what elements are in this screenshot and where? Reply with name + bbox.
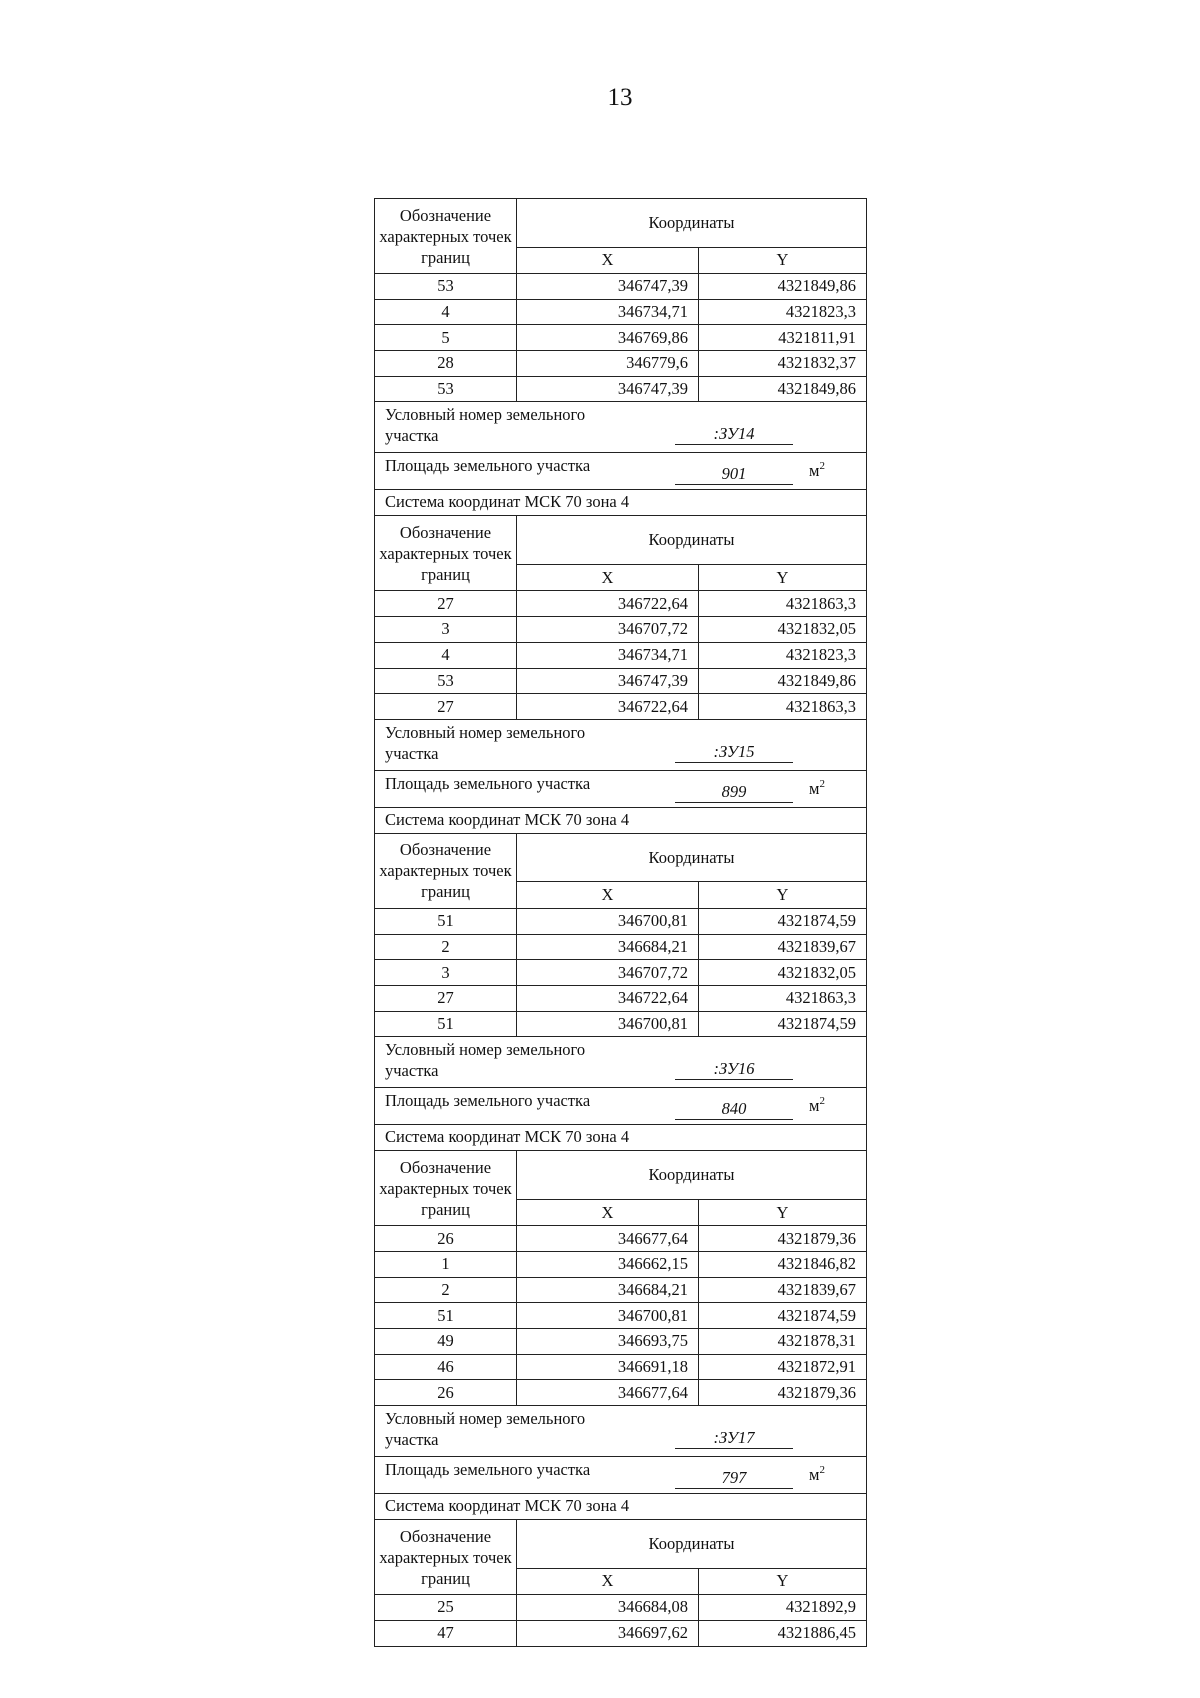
x-coordinate-cell: 346700,81 — [517, 1011, 699, 1037]
table-row — [375, 591, 867, 617]
conditional-number-label: Условный номер земельного участка — [385, 1040, 586, 1081]
area-unit — [809, 774, 825, 799]
area-value: 901 — [675, 464, 793, 485]
y-coordinate-cell: 4321849,86 — [699, 274, 867, 300]
area-value: 899 — [675, 782, 793, 803]
header-row — [375, 833, 867, 882]
x-coordinate-cell: 346691,18 — [517, 1354, 699, 1380]
coordinates-header: Координаты — [517, 516, 867, 565]
y-coordinate-cell: 4321863,3 — [699, 985, 867, 1011]
y-coordinate-cell: 4321879,36 — [699, 1380, 867, 1406]
area-unit-base: м — [809, 778, 820, 798]
table-row — [375, 668, 867, 694]
table-row — [375, 694, 867, 720]
x-coordinate-cell: 346693,75 — [517, 1329, 699, 1355]
table-row — [375, 376, 867, 402]
area-unit-base: м — [809, 1096, 820, 1116]
y-coordinate-cell: 4321874,59 — [699, 1011, 867, 1037]
point-designation-header: Обозначение характерных точек границ — [375, 833, 517, 908]
y-coordinate-cell: 4321886,45 — [699, 1620, 867, 1646]
point-designation-header: Обозначение характерных точек границ — [375, 1520, 517, 1595]
area-row — [375, 770, 867, 807]
coordinates-header: Координаты — [517, 833, 867, 882]
point-number-cell: 2 — [375, 934, 517, 960]
x-coordinate-cell: 346747,39 — [517, 274, 699, 300]
area-unit-exponent: 2 — [819, 460, 825, 473]
area-row — [375, 1457, 867, 1494]
coordinates-header: Координаты — [517, 1520, 867, 1569]
x-coordinate-cell: 346769,86 — [517, 325, 699, 351]
coordinates-header: Координаты — [517, 1151, 867, 1200]
table-row — [375, 985, 867, 1011]
area-unit-exponent: 2 — [819, 777, 825, 790]
y-coordinate-cell: 4321879,36 — [699, 1226, 867, 1252]
y-header: Y — [699, 1199, 867, 1225]
x-coordinate-cell: 346684,21 — [517, 934, 699, 960]
x-coordinate-cell: 346722,64 — [517, 694, 699, 720]
x-coordinate-cell: 346700,81 — [517, 908, 699, 934]
table-row — [375, 1354, 867, 1380]
area-value: 840 — [675, 1099, 793, 1120]
coordinate-system-row — [375, 1494, 867, 1520]
coordinate-system-row — [375, 490, 867, 516]
y-header: Y — [699, 247, 867, 273]
table-row — [375, 1303, 867, 1329]
y-coordinate-cell: 4321832,05 — [699, 617, 867, 643]
x-coordinate-cell: 346697,62 — [517, 1620, 699, 1646]
area-unit — [809, 456, 825, 481]
coordinates-header: Координаты — [517, 199, 867, 248]
point-number-cell: 51 — [375, 1011, 517, 1037]
table-row — [375, 325, 867, 351]
conditional-number-value: :ЗУ14 — [675, 424, 793, 445]
table-row — [375, 1595, 867, 1621]
table-row — [375, 1226, 867, 1252]
point-number-cell: 27 — [375, 694, 517, 720]
x-coordinate-cell: 346677,64 — [517, 1380, 699, 1406]
x-coordinate-cell: 346684,21 — [517, 1277, 699, 1303]
conditional-number-label: Условный номер земельного участка — [385, 1409, 586, 1450]
area-row — [375, 453, 867, 490]
header-row — [375, 1520, 867, 1569]
coordinate-system-label: Система координат МСК 70 зона 4 — [375, 1125, 867, 1151]
table-row — [375, 908, 867, 934]
conditional-number-value: :ЗУ16 — [675, 1059, 793, 1080]
x-header: X — [517, 247, 699, 273]
area-unit-base: м — [809, 1465, 820, 1485]
y-coordinate-cell: 4321863,3 — [699, 694, 867, 720]
point-number-cell: 4 — [375, 642, 517, 668]
x-coordinate-cell: 346722,64 — [517, 591, 699, 617]
point-number-cell: 47 — [375, 1620, 517, 1646]
x-coordinate-cell: 346779,6 — [517, 351, 699, 377]
table-row — [375, 617, 867, 643]
point-number-cell: 51 — [375, 908, 517, 934]
y-coordinate-cell: 4321839,67 — [699, 934, 867, 960]
x-header: X — [517, 882, 699, 908]
y-coordinate-cell: 4321874,59 — [699, 908, 867, 934]
conditional-number-row — [375, 402, 867, 453]
y-header: Y — [699, 882, 867, 908]
table-row — [375, 299, 867, 325]
area-unit-exponent: 2 — [819, 1464, 825, 1477]
header-row — [375, 199, 867, 248]
y-coordinate-cell: 4321823,3 — [699, 299, 867, 325]
conditional-number-row — [375, 1406, 867, 1457]
x-coordinate-cell: 346677,64 — [517, 1226, 699, 1252]
y-coordinate-cell: 4321878,31 — [699, 1329, 867, 1355]
y-coordinate-cell: 4321892,9 — [699, 1595, 867, 1621]
coordinates-table — [374, 198, 866, 1647]
area-unit-base: м — [809, 461, 820, 481]
y-coordinate-cell: 4321872,91 — [699, 1354, 867, 1380]
y-coordinate-cell: 4321823,3 — [699, 642, 867, 668]
x-coordinate-cell: 346662,15 — [517, 1252, 699, 1278]
point-number-cell: 25 — [375, 1595, 517, 1621]
x-coordinate-cell: 346747,39 — [517, 376, 699, 402]
area-unit — [809, 1091, 825, 1116]
table-row — [375, 1277, 867, 1303]
point-number-cell: 27 — [375, 985, 517, 1011]
x-coordinate-cell: 346747,39 — [517, 668, 699, 694]
point-number-cell: 3 — [375, 960, 517, 986]
point-number-cell: 53 — [375, 668, 517, 694]
point-number-cell: 26 — [375, 1226, 517, 1252]
x-coordinate-cell: 346707,72 — [517, 617, 699, 643]
point-number-cell: 27 — [375, 591, 517, 617]
x-coordinate-cell: 346734,71 — [517, 642, 699, 668]
table-row — [375, 960, 867, 986]
x-header: X — [517, 1199, 699, 1225]
y-coordinate-cell: 4321863,3 — [699, 591, 867, 617]
coordinate-system-label: Система координат МСК 70 зона 4 — [375, 1494, 867, 1520]
x-coordinate-cell: 346684,08 — [517, 1595, 699, 1621]
y-header: Y — [699, 565, 867, 591]
y-coordinate-cell: 4321832,05 — [699, 960, 867, 986]
area-label: Площадь земельного участка — [385, 773, 591, 793]
x-header: X — [517, 1568, 699, 1594]
table-row — [375, 1380, 867, 1406]
area-unit-exponent: 2 — [819, 1095, 825, 1108]
area-label: Площадь земельного участка — [385, 1460, 591, 1480]
area-unit — [809, 1460, 825, 1485]
area-label: Площадь земельного участка — [385, 456, 591, 476]
x-coordinate-cell: 346700,81 — [517, 1303, 699, 1329]
point-number-cell: 4 — [375, 299, 517, 325]
point-number-cell: 46 — [375, 1354, 517, 1380]
conditional-number-value: :ЗУ17 — [675, 1428, 793, 1449]
point-designation-header: Обозначение характерных точек границ — [375, 1151, 517, 1226]
coordinate-system-label: Система координат МСК 70 зона 4 — [375, 490, 867, 516]
coordinate-system-row — [375, 807, 867, 833]
x-coordinate-cell: 346722,64 — [517, 985, 699, 1011]
table-row — [375, 934, 867, 960]
table-row — [375, 1620, 867, 1646]
coordinate-system-row — [375, 1125, 867, 1151]
x-header: X — [517, 565, 699, 591]
point-number-cell: 53 — [375, 376, 517, 402]
point-number-cell: 53 — [375, 274, 517, 300]
y-coordinate-cell: 4321874,59 — [699, 1303, 867, 1329]
point-number-cell: 28 — [375, 351, 517, 377]
table-row — [375, 642, 867, 668]
point-number-cell: 26 — [375, 1380, 517, 1406]
y-header: Y — [699, 1568, 867, 1594]
point-number-cell: 3 — [375, 617, 517, 643]
area-value: 797 — [675, 1468, 793, 1489]
table-row — [375, 1329, 867, 1355]
point-number-cell: 51 — [375, 1303, 517, 1329]
area-row — [375, 1088, 867, 1125]
conditional-number-row — [375, 1037, 867, 1088]
y-coordinate-cell: 4321849,86 — [699, 376, 867, 402]
point-designation-header: Обозначение характерных точек границ — [375, 516, 517, 591]
coordinate-system-label: Система координат МСК 70 зона 4 — [375, 807, 867, 833]
table-row — [375, 1011, 867, 1037]
point-number-cell: 49 — [375, 1329, 517, 1355]
y-coordinate-cell: 4321846,82 — [699, 1252, 867, 1278]
header-row — [375, 516, 867, 565]
conditional-number-label: Условный номер земельного участка — [385, 405, 586, 446]
table-row — [375, 351, 867, 377]
point-designation-header: Обозначение характерных точек границ — [375, 199, 517, 274]
point-number-cell: 2 — [375, 1277, 517, 1303]
point-number-cell: 5 — [375, 325, 517, 351]
page-number: 13 — [607, 84, 633, 111]
y-coordinate-cell: 4321811,91 — [699, 325, 867, 351]
area-label: Площадь земельного участка — [385, 1091, 591, 1111]
y-coordinate-cell: 4321839,67 — [699, 1277, 867, 1303]
y-coordinate-cell: 4321849,86 — [699, 668, 867, 694]
table-row — [375, 1252, 867, 1278]
conditional-number-row — [375, 719, 867, 770]
point-number-cell: 1 — [375, 1252, 517, 1278]
conditional-number-label: Условный номер земельного участка — [385, 722, 586, 763]
header-row — [375, 1151, 867, 1200]
conditional-number-value: :ЗУ15 — [675, 742, 793, 763]
y-coordinate-cell: 4321832,37 — [699, 351, 867, 377]
x-coordinate-cell: 346734,71 — [517, 299, 699, 325]
x-coordinate-cell: 346707,72 — [517, 960, 699, 986]
table-row — [375, 274, 867, 300]
